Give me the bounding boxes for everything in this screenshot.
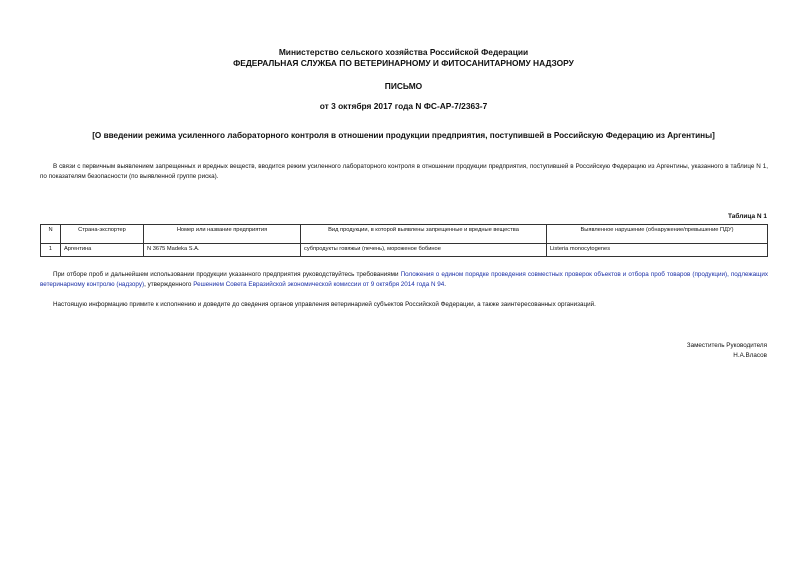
ministry-title: Министерство сельского хозяйства Российской Федерации [278, 47, 529, 57]
cell-number: 1 [41, 244, 61, 257]
violations-table [40, 224, 768, 257]
table-caption: Таблица N 1 [727, 213, 767, 220]
cell-violation: Listeria monocytogenes [547, 244, 768, 257]
cell-country: Аргентина [61, 244, 144, 257]
doc-date-number: от 3 октября 2017 года N ФС-АР-7/2363-7 [319, 101, 488, 111]
table-header-row [41, 225, 768, 244]
col-header-product: Вид продукции, в которой выявлены запрещенные и вредные вещества [301, 225, 547, 244]
regulation-link[interactable]: Положения о едином порядке проведения совместных проверок объектов и отбора проб товаров (продукции), подлежащих ветеринарному контролю (надзору) [40, 271, 768, 288]
col-header-number: N [41, 225, 61, 244]
paragraph-sampling [40, 270, 768, 289]
col-header-violation: Выявленное нарушение (обнаружение/превышение ПДУ) [547, 225, 768, 244]
cell-enterprise: N 3675 Madeka S.A. [144, 244, 301, 257]
paragraph-sampling-text-after: . [444, 280, 447, 288]
paragraph-instruction: Настоящую информацию примите к исполнению и доведите до сведения органов управления ветеринарией субъектов Российской Федерации, а также заинтересованных организаций. [53, 301, 596, 308]
doc-type: ПИСЬМО [384, 81, 423, 91]
col-header-country: Страна-экспортер [61, 225, 144, 244]
paragraph-intro: В связи с первичным выявлением запрещенных и вредных веществ, вводится режим усиленного лабораторного контроля в отношении продукции предприятия, поступившей в Российскую Федерацию из Аргентины, указанного в таблице N 1, по показателям безопасности (по выявленной группе риска). [40, 163, 768, 180]
doc-subject: [О введении режима усиленного лабораторного контроля в отношении продукции предприятия, поступившей в Российскую Федерацию из Аргентины] [92, 131, 715, 140]
signatory-name: Н.А.Власов [733, 352, 767, 359]
decision-link[interactable]: Решением Совета Евразийской экономической комиссии от 9 октября 2014 года N 94 [193, 280, 445, 288]
signatory-position: Заместитель Руководителя [686, 342, 767, 349]
paragraph-sampling-text-middle: , утвержденного [144, 280, 194, 288]
cell-product: субпродукты говяжьи (печень), мороженое бобиное [301, 244, 547, 257]
col-header-enterprise: Номер или название предприятия [144, 225, 301, 244]
paragraph-sampling-text-before: При отборе проб и дальнейшем использовании продукции указанного предприятия руководствуйтесь требованиями [53, 271, 401, 278]
service-title: ФЕДЕРАЛЬНАЯ СЛУЖБА ПО ВЕТЕРИНАРНОМУ И ФИТОСАНИТАРНОМУ НАДЗОРУ [233, 58, 574, 68]
table-row [41, 244, 768, 257]
